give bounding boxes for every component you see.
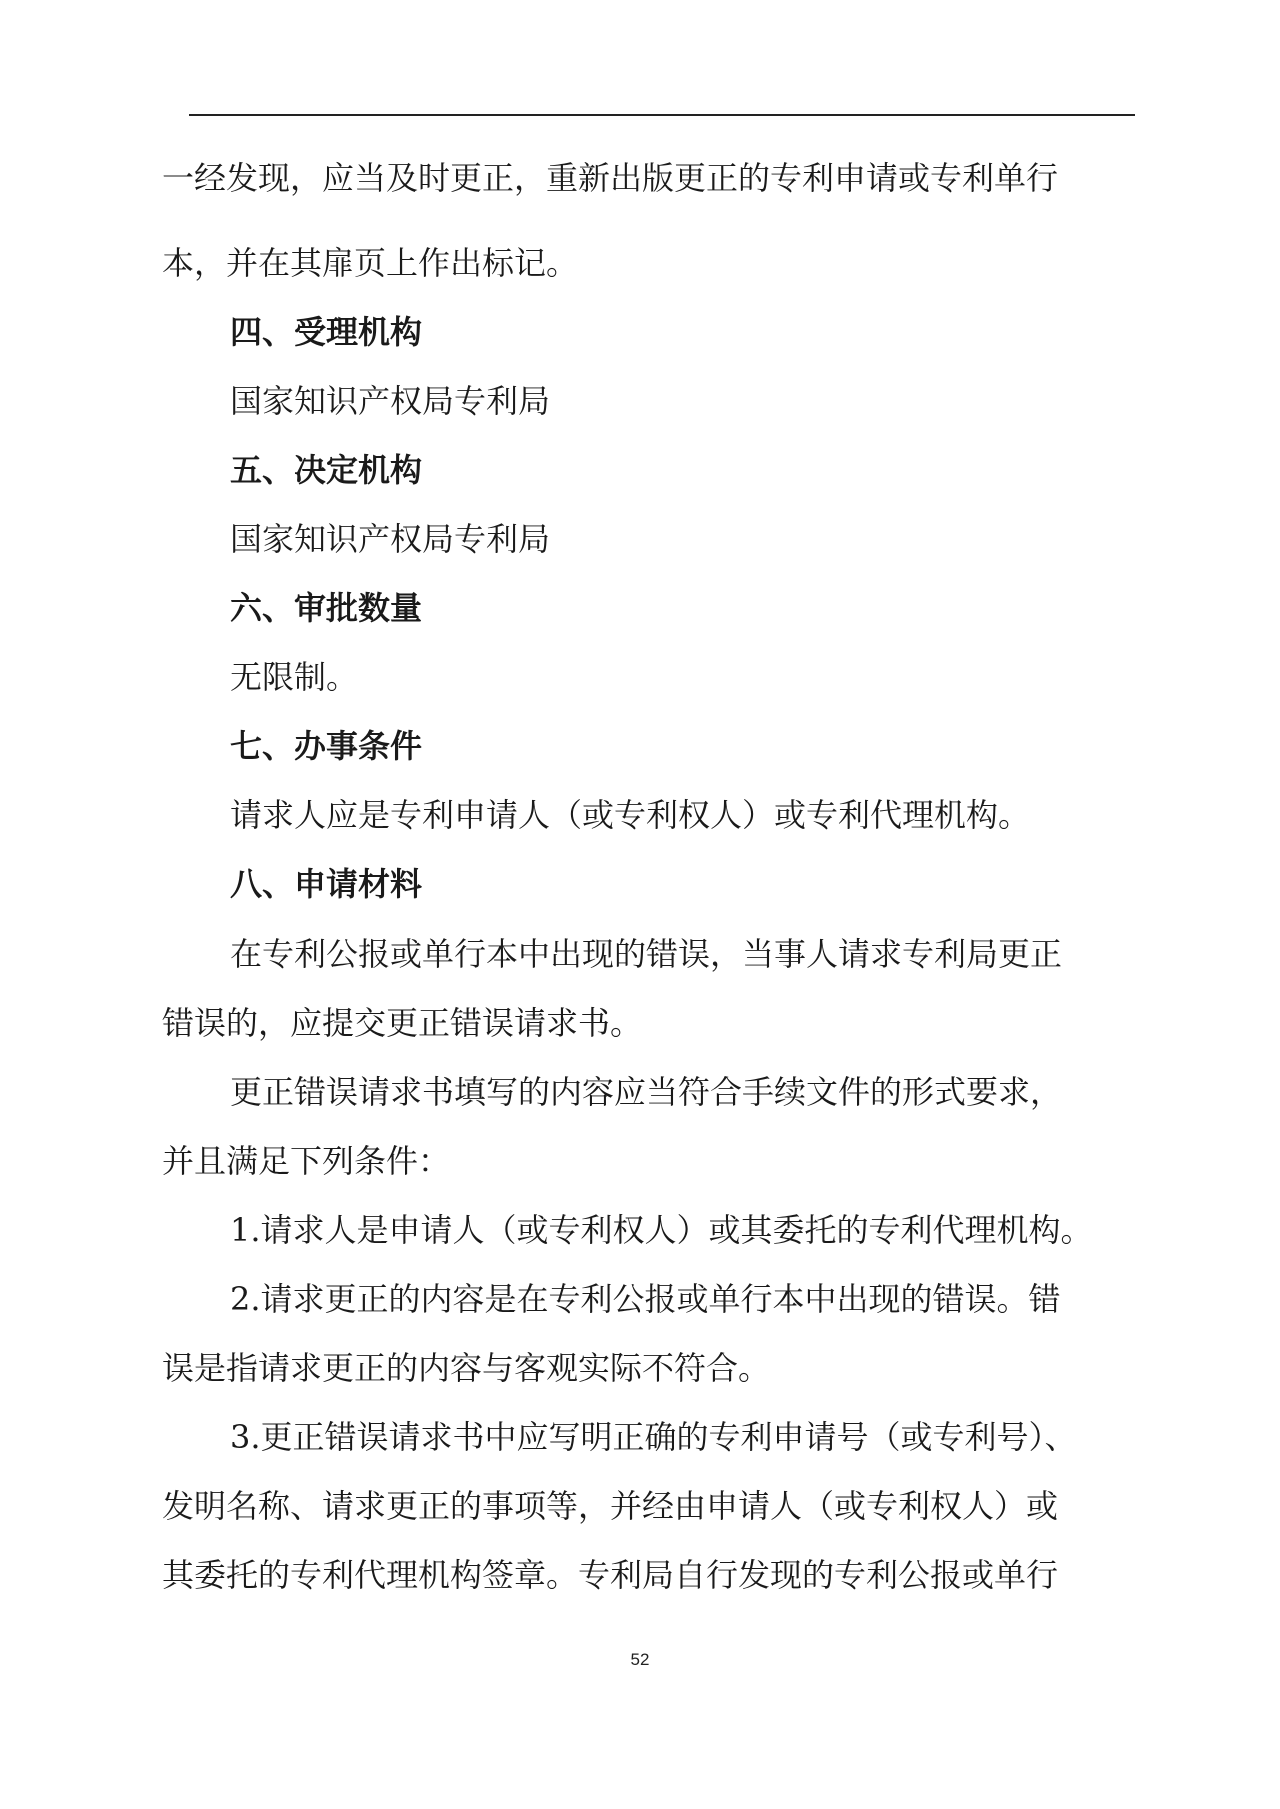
header-rule (189, 114, 1135, 116)
section-heading-acceptance: 四、受理机构 (230, 313, 423, 351)
section-heading-materials: 八、申请材料 (230, 865, 423, 903)
paragraph-line: 本，并在其扉页上作出标记。 (162, 244, 579, 282)
paragraph-line: 更正错误请求书填写的内容应当符合手续文件的形式要求， (230, 1073, 1063, 1111)
paragraph-line: 发明名称、请求更正的事项等，并经由申请人（或专利权人）或 (162, 1487, 1059, 1525)
section-heading-approval-quantity: 六、审批数量 (230, 589, 423, 627)
paragraph-line: 国家知识产权局专利局 (230, 382, 551, 420)
page-number: 52 (630, 1650, 650, 1669)
paragraph-line: 国家知识产权局专利局 (230, 520, 551, 558)
list-item: 2.请求更正的内容是在专利公报或单行本中出现的错误。错 (230, 1280, 1061, 1318)
paragraph-line: 无限制。 (230, 658, 359, 696)
paragraph-line: 并且满足下列条件： (162, 1142, 451, 1180)
paragraph-line: 错误的，应提交更正错误请求书。 (162, 1004, 643, 1042)
list-item: 1.请求人是申请人（或专利权人）或其委托的专利代理机构。 (230, 1211, 1093, 1249)
paragraph-line: 其委托的专利代理机构签章。专利局自行发现的专利公报或单行 (162, 1556, 1059, 1594)
paragraph-line: 请求人应是专利申请人（或专利权人）或专利代理机构。 (230, 796, 1031, 834)
section-heading-conditions: 七、办事条件 (230, 727, 423, 765)
paragraph-line: 一经发现，应当及时更正，重新出版更正的专利申请或专利单行 (162, 159, 1059, 197)
paragraph-line: 在专利公报或单行本中出现的错误，当事人请求专利局更正 (230, 935, 1063, 973)
paragraph-line: 误是指请求更正的内容与客观实际不符合。 (162, 1349, 771, 1387)
section-heading-decision: 五、决定机构 (230, 451, 423, 489)
list-item: 3.更正错误请求书中应写明正确的专利申请号（或专利号）、 (230, 1418, 1077, 1456)
